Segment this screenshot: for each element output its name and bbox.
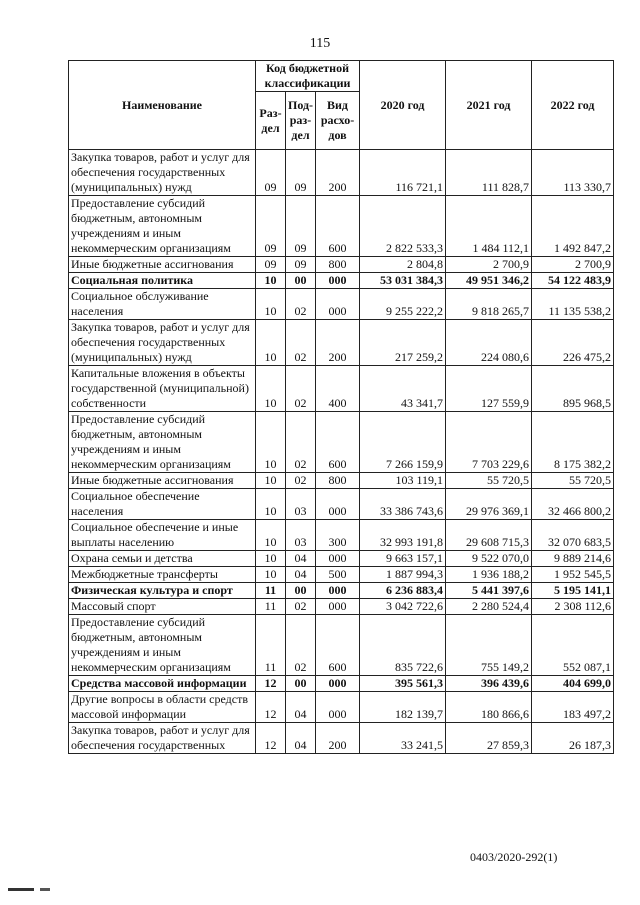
row-value-2020: 7 266 159,9 (360, 412, 446, 473)
row-vid: 200 (316, 320, 360, 366)
row-podrazdel: 09 (286, 196, 316, 257)
row-podrazdel: 02 (286, 289, 316, 320)
row-razdel: 10 (256, 520, 286, 551)
row-value-2021: 27 859,3 (446, 723, 532, 754)
row-value-2022: 26 187,3 (532, 723, 614, 754)
row-name: Межбюджетные трансферты (69, 567, 256, 583)
row-value-2020: 103 119,1 (360, 473, 446, 489)
header-2021: 2021 год (446, 61, 532, 150)
row-value-2021: 9 818 265,7 (446, 289, 532, 320)
table-row (69, 583, 614, 599)
header-name: Наименование (69, 61, 256, 150)
row-value-2021: 111 828,7 (446, 150, 532, 196)
row-podrazdel: 02 (286, 366, 316, 412)
row-name: Предоставление субсидий бюджетным, автономным учреждениям и иным некоммерческим организациям (69, 196, 256, 257)
row-vid: 600 (316, 615, 360, 676)
row-name: Капитальные вложения в объекты государственной (муниципальной) собственности (69, 366, 256, 412)
row-razdel: 12 (256, 676, 286, 692)
row-vid: 800 (316, 257, 360, 273)
row-value-2022: 226 475,2 (532, 320, 614, 366)
row-podrazdel: 02 (286, 599, 316, 615)
row-value-2021: 7 703 229,6 (446, 412, 532, 473)
row-value-2021: 1 484 112,1 (446, 196, 532, 257)
header-razdel: Раз-дел (256, 92, 286, 150)
budget-table (68, 60, 614, 754)
row-value-2021: 2 280 524,4 (446, 599, 532, 615)
row-value-2020: 33 386 743,6 (360, 489, 446, 520)
table-row (69, 257, 614, 273)
row-value-2022: 32 070 683,5 (532, 520, 614, 551)
header-podrazdel: Под-раз-дел (286, 92, 316, 150)
row-name: Закупка товаров, работ и услуг для обеспечения государственных (муниципальных) нужд (69, 150, 256, 196)
row-podrazdel: 04 (286, 551, 316, 567)
table-row (69, 599, 614, 615)
row-value-2020: 395 561,3 (360, 676, 446, 692)
row-podrazdel: 04 (286, 567, 316, 583)
row-name: Социальное обеспечение и иные выплаты населению (69, 520, 256, 551)
row-razdel: 09 (256, 150, 286, 196)
row-vid: 400 (316, 366, 360, 412)
table-row (69, 723, 614, 754)
table-row (69, 150, 614, 196)
row-podrazdel: 04 (286, 692, 316, 723)
row-podrazdel: 02 (286, 615, 316, 676)
row-name: Закупка товаров, работ и услуг для обеспечения государственных (муниципальных) нужд (69, 320, 256, 366)
row-podrazdel: 02 (286, 412, 316, 473)
row-name: Иные бюджетные ассигнования (69, 257, 256, 273)
row-value-2020: 33 241,5 (360, 723, 446, 754)
row-razdel: 09 (256, 257, 286, 273)
table-row (69, 273, 614, 289)
row-vid: 000 (316, 289, 360, 320)
row-vid: 200 (316, 150, 360, 196)
table-body (69, 150, 614, 754)
row-podrazdel: 00 (286, 583, 316, 599)
row-podrazdel: 02 (286, 473, 316, 489)
row-vid: 000 (316, 489, 360, 520)
row-value-2021: 5 441 397,6 (446, 583, 532, 599)
row-value-2022: 8 175 382,2 (532, 412, 614, 473)
row-value-2022: 5 195 141,1 (532, 583, 614, 599)
row-name: Средства массовой информации (69, 676, 256, 692)
row-value-2022: 1 952 545,5 (532, 567, 614, 583)
row-razdel: 10 (256, 320, 286, 366)
row-razdel: 10 (256, 366, 286, 412)
row-value-2020: 2 822 533,3 (360, 196, 446, 257)
row-razdel: 10 (256, 551, 286, 567)
row-value-2022: 2 700,9 (532, 257, 614, 273)
row-value-2021: 49 951 346,2 (446, 273, 532, 289)
row-value-2021: 1 936 188,2 (446, 567, 532, 583)
row-razdel: 12 (256, 723, 286, 754)
row-value-2020: 2 804,8 (360, 257, 446, 273)
row-name: Иные бюджетные ассигнования (69, 473, 256, 489)
row-razdel: 11 (256, 583, 286, 599)
table-row (69, 615, 614, 676)
row-value-2022: 895 968,5 (532, 366, 614, 412)
row-podrazdel: 00 (286, 676, 316, 692)
row-vid: 000 (316, 583, 360, 599)
header-2022: 2022 год (532, 61, 614, 150)
row-name: Физическая культура и спорт (69, 583, 256, 599)
table-row (69, 320, 614, 366)
row-value-2021: 2 700,9 (446, 257, 532, 273)
row-value-2020: 43 341,7 (360, 366, 446, 412)
row-value-2020: 217 259,2 (360, 320, 446, 366)
row-value-2020: 9 663 157,1 (360, 551, 446, 567)
row-podrazdel: 02 (286, 320, 316, 366)
row-value-2021: 180 866,6 (446, 692, 532, 723)
row-value-2022: 183 497,2 (532, 692, 614, 723)
row-name: Охрана семьи и детства (69, 551, 256, 567)
row-vid: 200 (316, 723, 360, 754)
row-name: Социальное обслуживание населения (69, 289, 256, 320)
row-value-2021: 396 439,6 (446, 676, 532, 692)
row-vid: 000 (316, 551, 360, 567)
scan-margin-mark (8, 888, 34, 891)
row-podrazdel: 09 (286, 257, 316, 273)
row-value-2020: 1 887 994,3 (360, 567, 446, 583)
row-razdel: 11 (256, 615, 286, 676)
row-podrazdel: 04 (286, 723, 316, 754)
page-number: 115 (309, 36, 331, 51)
row-value-2020: 835 722,6 (360, 615, 446, 676)
row-podrazdel: 09 (286, 150, 316, 196)
table-row (69, 412, 614, 473)
row-value-2022: 404 699,0 (532, 676, 614, 692)
table-row (69, 676, 614, 692)
row-value-2021: 9 522 070,0 (446, 551, 532, 567)
row-value-2020: 182 139,7 (360, 692, 446, 723)
header-2020: 2020 год (360, 61, 446, 150)
row-razdel: 10 (256, 473, 286, 489)
row-razdel: 12 (256, 692, 286, 723)
table-row (69, 366, 614, 412)
row-razdel: 10 (256, 489, 286, 520)
row-razdel: 10 (256, 289, 286, 320)
table-row (69, 473, 614, 489)
row-value-2021: 127 559,9 (446, 366, 532, 412)
row-razdel: 09 (256, 196, 286, 257)
row-razdel: 10 (256, 273, 286, 289)
row-vid: 000 (316, 599, 360, 615)
row-razdel: 10 (256, 567, 286, 583)
table-row (69, 692, 614, 723)
row-podrazdel: 03 (286, 520, 316, 551)
row-value-2022: 11 135 538,2 (532, 289, 614, 320)
row-name: Предоставление субсидий бюджетным, автономным учреждениям и иным некоммерческим организациям (69, 412, 256, 473)
row-name: Социальное обеспечение населения (69, 489, 256, 520)
row-value-2020: 53 031 384,3 (360, 273, 446, 289)
table-row (69, 551, 614, 567)
row-vid: 000 (316, 273, 360, 289)
row-value-2022: 2 308 112,6 (532, 599, 614, 615)
row-name: Предоставление субсидий бюджетным, автономным учреждениям и иным некоммерческим организациям (69, 615, 256, 676)
header-code-group: Код бюджетной классификации (256, 61, 360, 92)
row-vid: 600 (316, 196, 360, 257)
row-name: Социальная политика (69, 273, 256, 289)
row-razdel: 10 (256, 412, 286, 473)
row-vid: 600 (316, 412, 360, 473)
row-vid: 800 (316, 473, 360, 489)
row-name: Массовый спорт (69, 599, 256, 615)
row-name: Другие вопросы в области средств массовой информации (69, 692, 256, 723)
row-value-2022: 54 122 483,9 (532, 273, 614, 289)
header-vid: Вид расхо-дов (316, 92, 360, 150)
row-vid: 300 (316, 520, 360, 551)
row-name: Закупка товаров, работ и услуг для обеспечения государственных (69, 723, 256, 754)
row-value-2022: 552 087,1 (532, 615, 614, 676)
row-razdel: 11 (256, 599, 286, 615)
row-value-2020: 6 236 883,4 (360, 583, 446, 599)
row-vid: 000 (316, 676, 360, 692)
row-value-2022: 1 492 847,2 (532, 196, 614, 257)
table-row (69, 289, 614, 320)
row-value-2022: 113 330,7 (532, 150, 614, 196)
row-value-2022: 32 466 800,2 (532, 489, 614, 520)
row-value-2021: 29 608 715,3 (446, 520, 532, 551)
table-row (69, 196, 614, 257)
row-value-2021: 755 149,2 (446, 615, 532, 676)
row-podrazdel: 03 (286, 489, 316, 520)
row-value-2020: 32 993 191,8 (360, 520, 446, 551)
table-row (69, 520, 614, 551)
table-row (69, 489, 614, 520)
row-value-2020: 9 255 222,2 (360, 289, 446, 320)
row-value-2021: 55 720,5 (446, 473, 532, 489)
row-vid: 000 (316, 692, 360, 723)
row-value-2022: 9 889 214,6 (532, 551, 614, 567)
row-value-2020: 3 042 722,6 (360, 599, 446, 615)
row-vid: 500 (316, 567, 360, 583)
row-value-2021: 29 976 369,1 (446, 489, 532, 520)
table-row (69, 567, 614, 583)
row-podrazdel: 00 (286, 273, 316, 289)
document-code: 0403/2020-292(1) (470, 850, 558, 864)
row-value-2022: 55 720,5 (532, 473, 614, 489)
row-value-2021: 224 080,6 (446, 320, 532, 366)
scan-margin-mark (40, 888, 50, 891)
row-value-2020: 116 721,1 (360, 150, 446, 196)
